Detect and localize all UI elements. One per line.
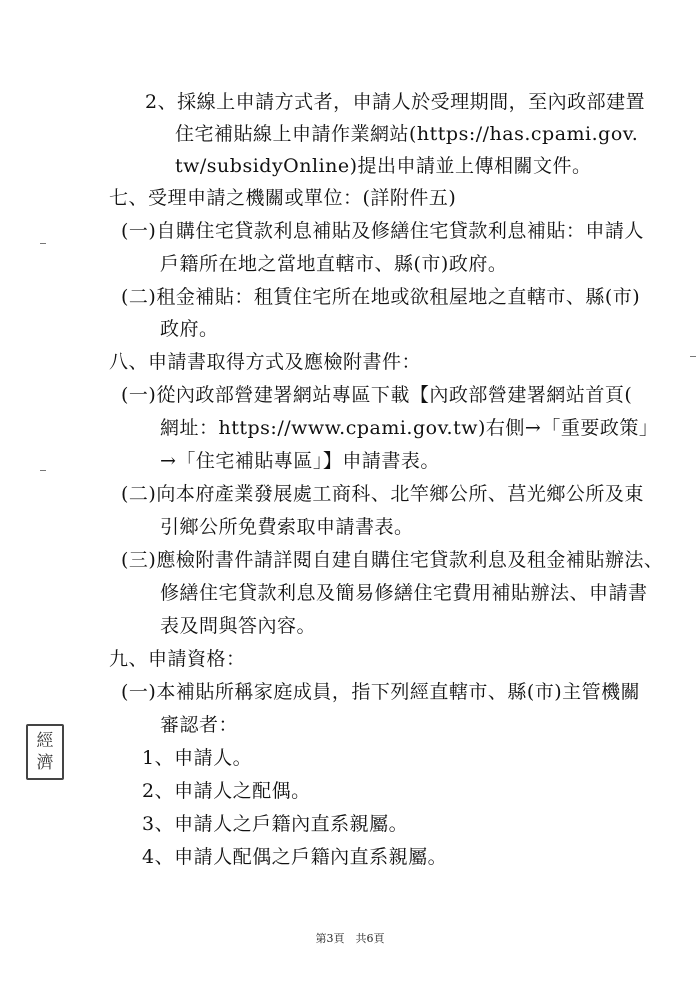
text-line: (一)自購住宅貸款利息補貼及修繕住宅貸款利息補貼：申請人	[121, 220, 644, 242]
text-line: tw/subsidyOnline)提出申請並上傳相關文件。	[175, 155, 592, 177]
text-line: (二)租金補貼：租賃住宅所在地或欲租屋地之直轄市、縣(市)	[121, 286, 641, 308]
text-line: (二)向本府產業發展處工商科、北竿鄉公所、莒光鄉公所及東	[121, 483, 644, 505]
text-line: 審認者：	[160, 714, 239, 736]
section-heading: 八、申請書取得方式及應檢附書件：	[109, 351, 422, 373]
text-line: (一)從內政部營建署網站專區下載【內政部營建署網站首頁(	[121, 384, 633, 406]
text-line: →「住宅補貼專區」】申請書表。	[160, 450, 440, 472]
margin-mark	[690, 356, 696, 357]
list-item: 1、申請人。	[142, 747, 253, 769]
seal-glyph: 濟	[36, 753, 54, 773]
text-line: (三)應檢附書件請詳閱自建自購住宅貸款利息及租金補貼辦法、	[121, 549, 664, 571]
text-line: 2、採線上申請方式者，申請人於受理期間，至內政部建置	[145, 91, 646, 113]
text-line: 戶籍所在地之當地直轄市、縣(市)政府。	[160, 253, 508, 275]
seal-glyph: 經	[36, 731, 54, 751]
margin-mark	[40, 243, 46, 244]
text-line: 表及問與答內容。	[160, 615, 317, 637]
list-item: 4、申請人配偶之戶籍內直系親屬。	[142, 846, 448, 868]
section-heading: 九、申請資格：	[109, 648, 246, 670]
margin-mark	[40, 470, 46, 471]
seal-stamp	[26, 724, 64, 780]
text-line: 引鄉公所免費索取申請書表。	[160, 516, 414, 538]
text-line: 住宅補貼線上申請作業網站(https://has.cpami.gov.	[175, 123, 639, 145]
list-item: 2、申請人之配偶。	[142, 780, 311, 802]
list-item: 3、申請人之戶籍內直系親屬。	[142, 813, 409, 835]
text-line: (一)本補貼所稱家庭成員，指下列經直轄市、縣(市)主管機關	[121, 681, 641, 703]
text-line: 網址：https://www.cpami.gov.tw)右側→「重要政策」	[160, 417, 659, 439]
text-line: 政府。	[160, 318, 219, 340]
page-footer: 第3頁 共6頁	[315, 932, 385, 945]
text-line: 修繕住宅貸款利息及簡易修繕住宅費用補貼辦法、申請書	[160, 582, 648, 604]
section-heading: 七、受理申請之機關或單位：(詳附件五)	[109, 187, 457, 209]
